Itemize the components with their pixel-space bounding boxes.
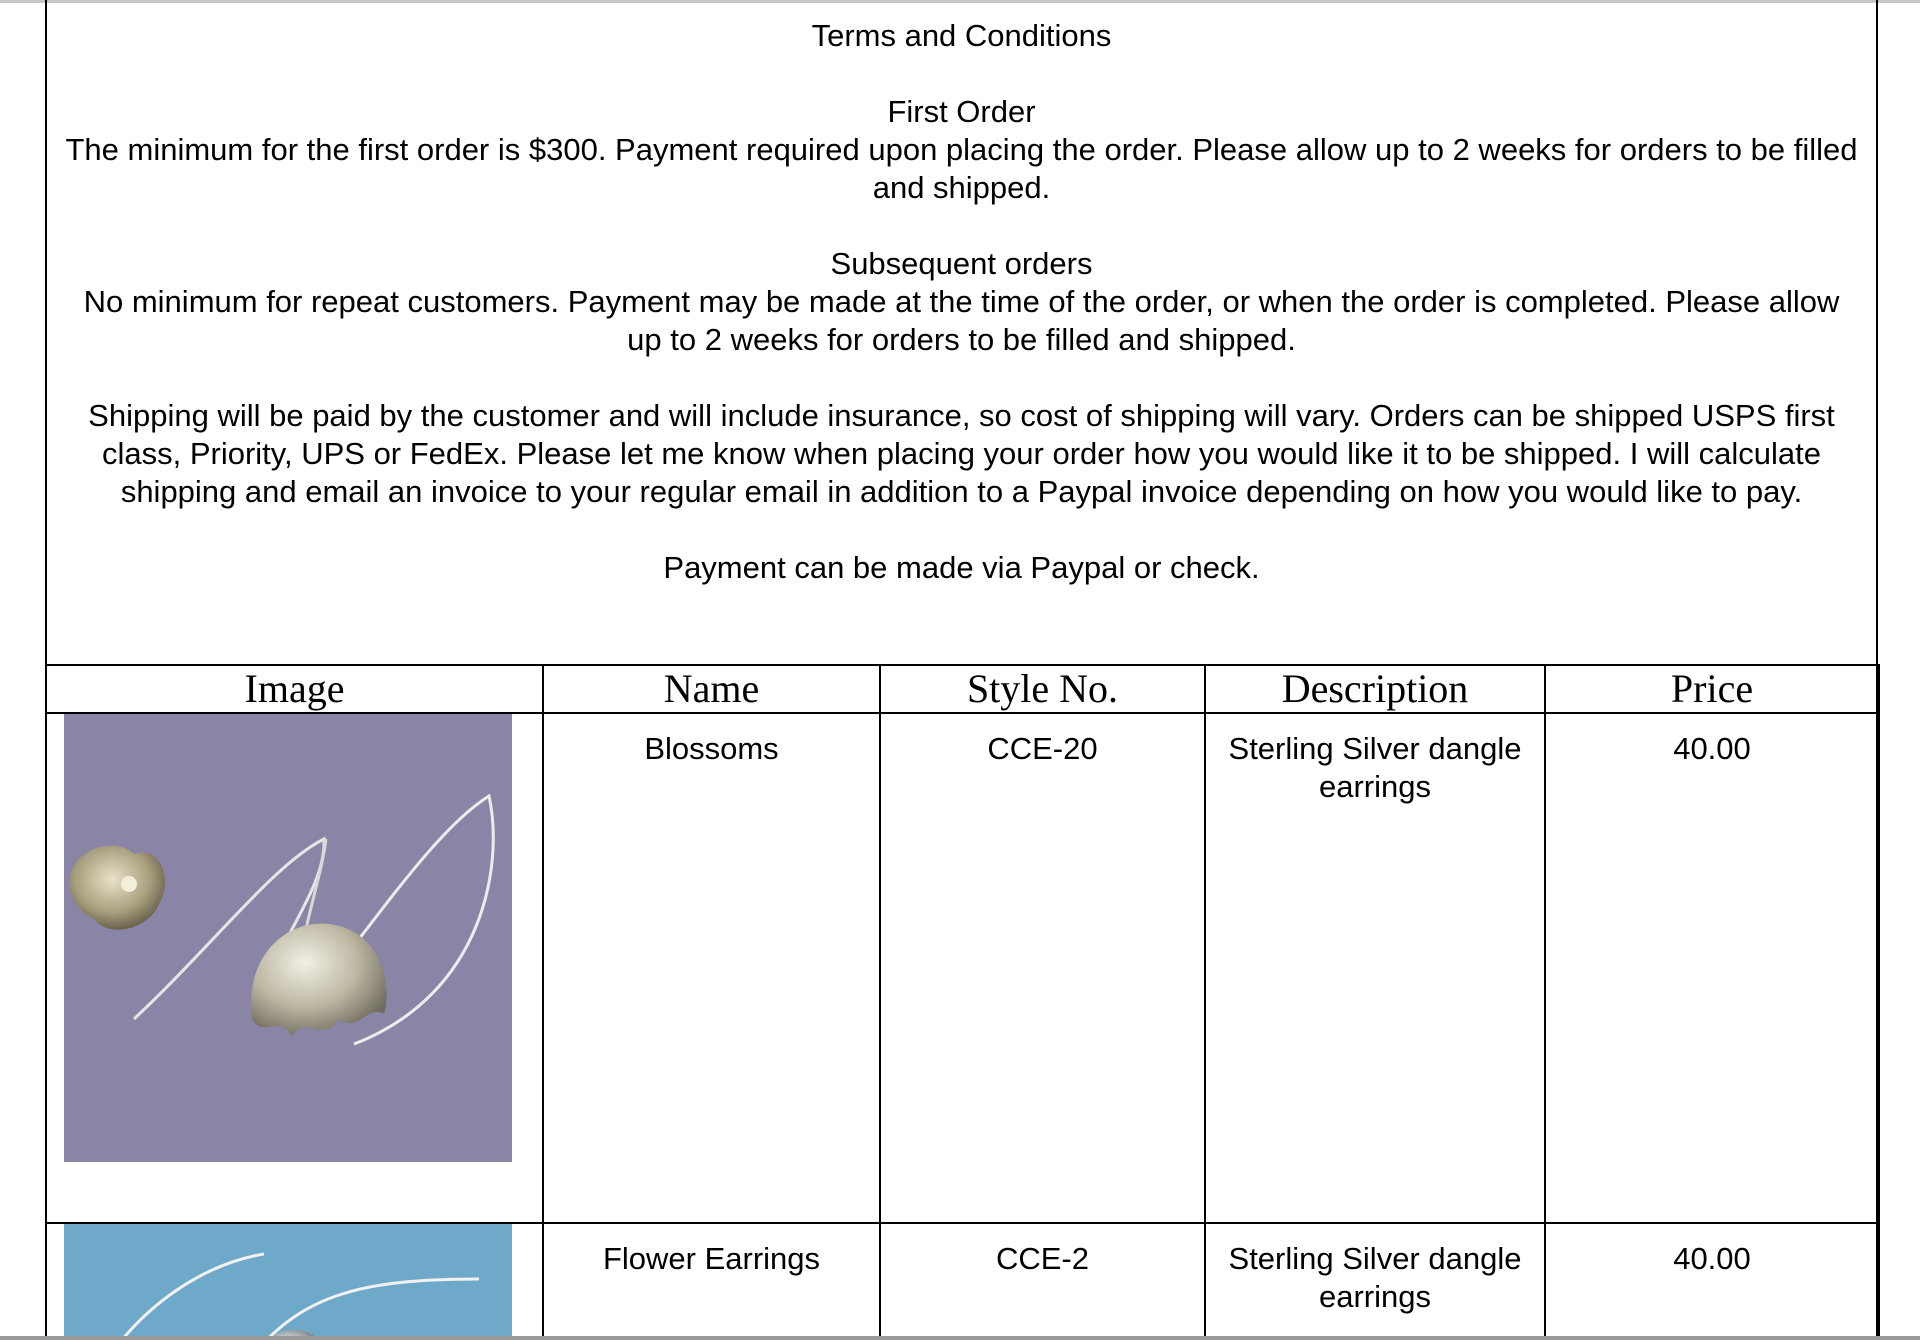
table-row: [46, 713, 1879, 1223]
header-name: Name: [543, 665, 880, 713]
first-order-heading: First Order: [887, 94, 1036, 129]
header-image: Image: [46, 665, 543, 713]
name-cell: Blossoms: [543, 713, 880, 1223]
first-order-text: The minimum for the first order is $300. Payment required upon placing the order. Please allow up to 2 weeks for orders to be filled and shipped.: [65, 132, 1858, 205]
price-cell: 40.00: [1545, 1223, 1879, 1340]
table-header-row: [46, 665, 1879, 713]
terms-section: [45, 17, 1878, 625]
image-cell: [46, 713, 543, 1223]
description-cell: Sterling Silver dangle earrings: [1205, 1223, 1545, 1340]
header-price: Price: [1545, 665, 1879, 713]
subsequent-orders-block: [45, 245, 1878, 359]
name-cell: Flower Earrings: [543, 1223, 880, 1340]
shipping-paragraph: Shipping will be paid by the customer and will include insurance, so cost of shipping will vary. Orders can be shipped USPS first class, Priority, UPS or FedEx. Please let me know when placing your order how you would like it to be shipped. I will calculate shipping and email an invoice to your regular email in addition to a Paypal invoice depending on how you would like to pay.: [88, 398, 1835, 509]
first-order-block: [45, 93, 1878, 207]
earring-image: [64, 714, 512, 1162]
header-style-no: Style No.: [880, 665, 1205, 713]
product-photo-blossoms: [64, 714, 512, 1162]
image-cell: [46, 1223, 543, 1340]
earring-image: [64, 1224, 512, 1340]
product-photo-flower-earrings: [64, 1224, 512, 1340]
style-cell: CCE-2: [880, 1223, 1205, 1340]
table-row: [46, 1223, 1879, 1340]
subsequent-orders-heading: Subsequent orders: [830, 246, 1093, 281]
terms-title: Terms and Conditions: [811, 18, 1112, 53]
price-cell: 40.00: [1545, 713, 1879, 1223]
terms-title-block: [45, 17, 1878, 55]
payment-paragraph: Payment can be made via Paypal or check.: [663, 550, 1260, 585]
subsequent-orders-text: No minimum for repeat customers. Payment may be made at the time of the order, or when the order is completed. Please allow up to 2 weeks for orders to be filled and shipped.: [83, 284, 1840, 357]
bottom-border: [0, 1336, 1920, 1340]
product-table: [45, 664, 1880, 1340]
header-description: Description: [1205, 665, 1545, 713]
description-cell: Sterling Silver dangle earrings: [1205, 713, 1545, 1223]
style-cell: CCE-20: [880, 713, 1205, 1223]
